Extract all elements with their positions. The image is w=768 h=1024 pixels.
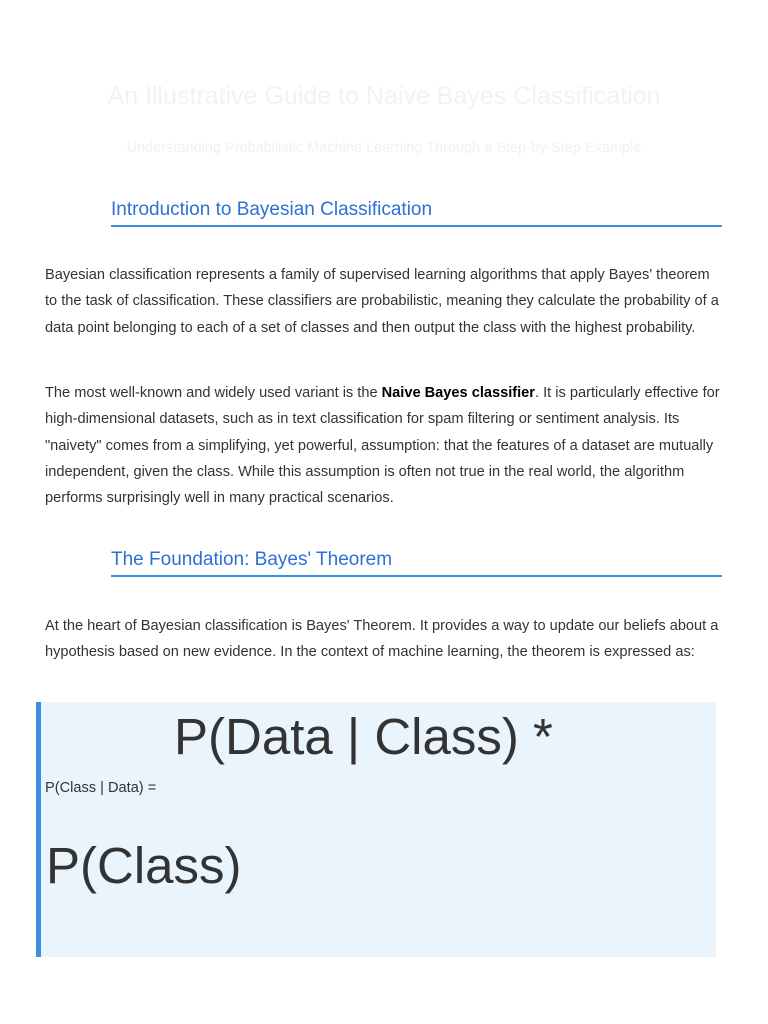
formula-box [36, 702, 716, 957]
page-title: An Illustrative Guide to Naive Bayes Classification [107, 82, 661, 110]
formula-lhs: P(Class | Data) = [45, 780, 157, 796]
intro-paragraph-2-rest: . It is particularly effective for high-dimensional datasets, such as in text classification for spam filtering or sentiment analysis. Its "naivety" comes from a simplifying, yet powerful, assumption: that the features of a dataset are mutually independent, given the class. While this assumption is often not true in the real world, the algorithm performs surprisingly well in many practical scenarios. [45, 385, 720, 507]
page-subtitle: Understanding Probabilistic Machine Learning Through a Step-by-Step Example [126, 140, 642, 156]
section-heading-introduction: Introduction to Bayesian Classification [111, 198, 722, 227]
intro-paragraph-2-lead: The most well-known and widely used variant is the [45, 385, 382, 401]
formula-numerator: P(Data | Class) * [174, 708, 553, 765]
bayes-theorem-paragraph: At the heart of Bayesian classification is Bayes' Theorem. It provides a way to update our beliefs about a hypothesis based on new evidence. In the context of machine learning, the theorem is expressed as: [45, 618, 719, 661]
intro-paragraph-2 [45, 380, 725, 511]
intro-paragraph-1: Bayesian classification represents a family of supervised learning algorithms that apply Bayes' theorem to the task of classification. These classifiers are probabilistic, meaning they calculate the probability of a data point belonging to each of a set of classes and then output the class with the highest probability. [45, 267, 719, 336]
formula-denominator: P(Class) [46, 837, 242, 894]
section-heading-bayes-theorem: The Foundation: Bayes' Theorem [111, 548, 722, 577]
naive-bayes-term: Naive Bayes classifier [381, 385, 535, 401]
